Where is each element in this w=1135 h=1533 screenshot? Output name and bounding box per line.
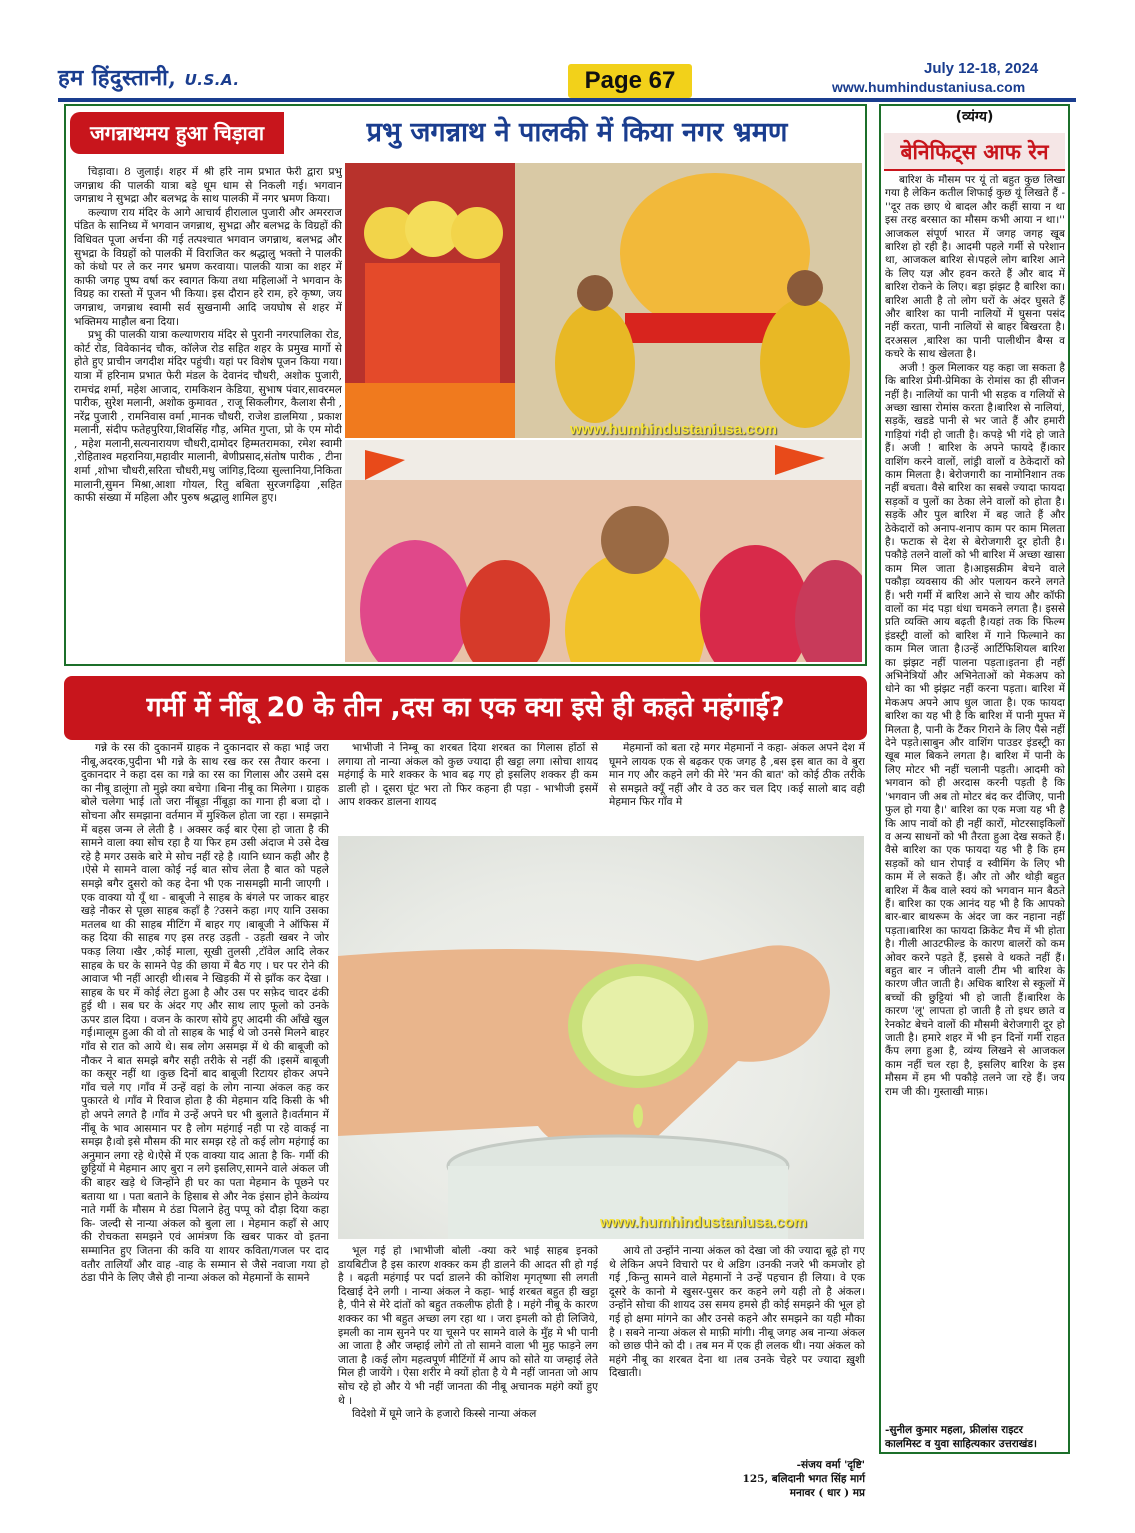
article2-headline: गर्मी में नींबू 20 के तीन ,दस का एक क्या इसे ही कहते महंगाई? bbox=[146, 692, 785, 723]
photo-watermark: www.humhindustaniusa.com bbox=[570, 421, 777, 438]
article1-headline: प्रभु जगन्नाथ ने पालकी में किया नगर भ्रमण bbox=[366, 117, 788, 148]
header-divider bbox=[58, 98, 1076, 102]
author-name: -सुनील कुमार महला, फ्रीलांस राइटर bbox=[885, 1424, 1023, 1436]
sidebar-paragraph: अजी ! कुल मिलाकर यह कहा जा सकता है कि बारिश प्रेमी-प्रेमिका के रोमांस का ही सीजन नहीं है। नालियों का पानी भी सड़क व गलियों से अच्छा खासा रोमांस करता है।बारिश से नालियां, सड़कें, खडडे पानी से भर जाते हैं और हमारी गाड़ियां गंदी हो जाती है। कपड़े भी गंदे हो जाते हैं। अजी ! बारिश के अपने फायदे हैं।कार वाशिंग करने वालों, लांड्री वालों व ठेकेदारों को काम मिलता है। बेरोजगारी का नामोनिशान तक नहीं बचता। वैसे बारिश का सबसे ज्यादा फायदा सड़कों व पुलों का ठेका लेने वालों को होता है। सड़कें और पुल बारिश में बह जाते हैं और ठेकेदारों को अनाप-शनाप काम पर काम मिलता है। फटाक से देश से बेरोजगारी दूर होती है। पकौड़े तलने वालों को भी बारिश में अच्छा खासा काम मिल जाता है।आइसक्रीम बेचने वाले पकौड़ा व्यवसाय की ओर पलायन करने लगते हैं। भरी गर्मी में बारिश आने से चाय और कॉफी वालों का मंद पड़ा धंधा चमकने लगता है। इससे प्रति व्यक्ति आय बढ़ती है।यहां तक कि फिल्म इंडस्ट्री वालों को बारिश में गाने फिल्माने का काम मिल जाता है।उन्हें आर्टिफिशियल बारिश का झंझट नहीं पालना पड़ता।इतना ही नहीं अभिनेत्रियों और अभिनेताओं को मेकअप को धोने का भी झंझट नहीं करना पड़ता। बारिश में मेकअप अपने आप धुल जाता है। एक फायदा बारिश का यह भी है कि बारिश में पानी मुफ्त में मिलता है, पानी के टैंकर गिराने के लिए पैसे नहीं देने पड़ते।साबुन और वाशिंग पाउडर इंडस्ट्री का खूब माल बिकने लगता है। बारिश में पानी के लिए मोटर भी नहीं चलानी पड़ती। आदमी को भगवान को ही अरदास करनी पड़ती है कि 'भगवान जी अब तो मोटर बंद कर दीजिए, पानी फुल हो गया है।' बारिश का एक मजा यह भी है कि आप नावों को ही नहीं कारों, मोटरसाइकिलों व अन्य साधनों को भी तैरता हुआ देख सकते हैं।वैसे बारिश का एक फायदा यह भी है कि हम सड़कों को धान रोपाई व स्वीमिंग के लिए भी काम में ले सकते हैं। और तो और थोड़ी बहुत बारिश में कैब वाले स्वयं को भगवान मान बैठते हैं। बारिश का एक आनंद यह भी है कि आपको बार-बार बाथरूम के अंदर जा कर नहाना नहीं पड़ता।बारिश का फायदा क्रिकेट मैच में भी होता है। गीली आउटफील्ड के कारण बालरों को कम ओवर करने पड़ते हैं, इससे वे थकते नहीं हैं। बहुत बार न जीतने वाली टीम भी बारिश के कारण जीत जाती है। अधिक बारिश से स्कूलों में बच्चों की छुट्टियां भी हो जाती हैं।बारिश के कारण 'लू' लापता हो जाती है तो इधर छाते व रेनकोट बेचने वालों की मौसमी बेरोजगारी दूर हो जाती है। हमारे शहर में भी इन दिनों गर्मी राहत कैंप लगा हुआ है, व्यंग्य लिखने से आजकल काम नहीं चल रहा है, इसलिए बारिश के इस मौसम में हम भी पकौड़े तलने जा रहे हैं। जय राम जी की। गुस्ताखी माफ़। bbox=[885, 361, 1065, 1098]
photo-watermark: www.humhindustaniusa.com bbox=[600, 1214, 807, 1231]
article2-column-2-top bbox=[338, 742, 598, 834]
sidebar-kicker: (व्यंग्य) bbox=[955, 109, 994, 125]
author-bio: कालमिस्ट व युवा साहित्यकार उत्तराखंड। bbox=[885, 1438, 1037, 1450]
article1-paragraph: चिड़ावा। 8 जुलाई। शहर में श्री हरि नाम प्रभात फेरी द्वारा प्रभु जगन्नाथ की पालकी यात्रा बड़े धूम धाम से निकली गई। भगवान जगन्नाथ ने सुभद्रा और बलभद्र के साथ पालकी में नगर भ्रमण किया। bbox=[74, 166, 342, 206]
article2-byline bbox=[609, 1458, 865, 1500]
article2-column-2-bottom bbox=[338, 1245, 598, 1500]
article1-paragraph: कल्याण राय मंदिर के आगे आचार्य हीरालाल पुजारी और अमरराज पंडित के सानिध्य में भगवान जगन्नाथ, सुभद्रा और बलभद्र के विग्रहों की विधिवत पूजा अर्चना की गई तत्पश्चात भगवान जगन्नाथ, बलभद्र और सुभद्रा के विग्रहों को पालकी में विराजित कर श्रद्धालु भक्तो ने पालकी को कंधो पर ले कर नगर भ्रमण करवाया। पालकी यात्रा का शहर में काफी जगह पुष्प वर्षा कर स्वागत किया तथा महिलाओं ने भगवान के विग्रह का रास्तो में पूजन भी किया। इस दौरान हरे राम, हरे कृष्ण, जय जगन्नाथ, जगन्नाथ स्वामी सर्व सुखनामी आदि जयघोष से शहर में भक्तिमय माहौल बना दिया। bbox=[74, 206, 342, 328]
photo-illustration bbox=[345, 163, 862, 438]
page-number: Page 67 bbox=[584, 67, 676, 94]
article2-column-1 bbox=[81, 742, 329, 1502]
article1-body bbox=[74, 166, 342, 664]
photo-illustration bbox=[338, 836, 864, 1239]
devotees-crowd-photo bbox=[345, 440, 862, 662]
page-number-badge bbox=[568, 64, 692, 98]
article2-paragraph: भाभीजी ने निम्बू का शरबत दिया शरबत का गिलास होंठों से लगाया तो नान्या अंकल को कुछ ज्यादा ही खट्टा लगा ।सोचा शायद महंगाई के मारे शक्कर के भाव बढ़ गए हो इसलिए शक्कर ही कम डाली हो । दूसरा घूंट भरा तो फिर कहना ही पड़ा - भाभीजी इसमें आप शक्कर डालना शायद bbox=[338, 742, 598, 809]
sidebar-paragraph: बारिश के मौसम पर यूं तो बहुत कुछ लिखा गया है लेकिन कतील शिफाई कुछ यूं लिखते हैं -''दूर तक छाए थे बादल और कहीं साया न था इस तरह बरसात का मौसम कभी आया न था।'' आजकल संपूर्ण भारत में जगह जगह खूब बारिश हो रही है। आदमी पहले गर्मी से परेशान था, आजकल बारिश से।पहले लोग बारिश आने के लिए यज्ञ और हवन करते हैं और बाद में बारिश रोकने के लिए। बड़ा झंझट है बारिश का। बारिश आती है तो लोग घरों के अंदर घुसते हैं और बारिश का पानी नालियों में घुसना पसंद नहीं करता, पानी नालियों से बाहर बिखरता है। दरअसल ,बारिश का पानी पालीथीन बैग्स व कचरे के साथ खेलता है। bbox=[885, 174, 1065, 361]
author-address: 125, बलिदानी भगत सिंह मार्ग bbox=[742, 1473, 865, 1485]
issue-date: July 12-18, 2024 bbox=[924, 60, 1039, 77]
sidebar-author bbox=[885, 1423, 1065, 1451]
article2-column-3-top bbox=[609, 742, 865, 834]
article2-paragraph: गन्ने के रस की दुकानमें ग्राहक ने दुकानदार से कहा भाई जरा नीबू,अदरक,पुदीना भी गन्ने के साथ रख कर रस तैयार करना ।दुकानदार ने कहा दस का गन्ने का रस का गिलास और उसमे दस का नीबू डालूंगा तो मुझे क्या बचेगा ।बिना नीबू का मिलेगा । ग्राहक बोले चलेगा भाई ।तो जरा नींबूड़ा नींबूड़ा का गाना ही बजा दो । सोचना और समझाना वर्तमान में मुश्किल होता जा रहा । समझाने में बहस जन्म ले लेती है । अक्सर कई बार ऐसा हो जाता है की सामने वाला क्या सोच रहा है या फिर हम उसी अंदाज मे उसे देख रहे है मगर उसके बारे मे सोच नहीं रहे है ।यानि ध्यान कही और है ।ऐसे मे सामने वाला कोई नई बात सोच लेता है बात को पहले समझे बगैर दुसरो को कह देना भी एक नासमझी मानी जाएगी ।एक वाक्या यो यूँ था - बाबूजी ने साहब के बंगले पर जाकर बाहर खड़े नौकर से पूछा साहब कहाँ है ?उसने कहा ।गए यानि उसका मतलब था की साहब मीटिंग में बाहर गए ।बाबूजी ने ऑफिस में कह दिया की साहब गए इस तरह उड़ती - उड़ती खबर ने जोर पकड़ लिया ।खैर ,कोई माला, सूखी तुलसी ,टॉवेल आदि लेकर साहब के घर के सामने पेड़ की छाया में बैठ गए । घर पर रोने की आवाज भी नहीं आरही थी।सब ने खिड़की में से झाँक कर देखा ।साहब के घर में कोई लेटा हुआ है और उस पर सफ़ेद चादर ढंकी हुई थी । सब घर के अंदर गए और साथ लाए फूलो को उनके ऊपर डाल दिया । वजन के कारण सोये हुए आदमी की आँखे खुल गई।मालूम हुआ की वो तो साहब के भाई थे जो उनसे मिलने बाहर गाँव से रात को आये थे। सब लोग असमझ में थे की बाबूजी को नौकर ने बात समझे बगैर सही तरीके से नहीं की ।इसमें बाबूजी का कसूर नहीं था ।कुछ दिनों बाद बाबूजी रिटायर होकर अपने गाँव चले गए ।गाँव में उन्हें वहां के लोग नान्या अंकल कह कर पुकारते थे ।गाँव मे रिवाज होता है की मेहमान यदि किसी के भी हो अपने लगते है ।गाँव मे उन्हें अपने घर भी बुलाते है।वर्तमान में नींबू के भाव आसमान पर है लोग महंगाई नही पा रहे वाकई ना समझ है।वो इसे मौसम की मार समझ रहे तो कई लोग महंगाई का अनुमान लगा रहे थे।ऐसे में एक वाक्या याद आता है कि- गर्मी की छुट्टियों मे मेहमान आए बुरा न लगे इसलिए,सामने वाले अंकल जी की बाहर खड़े थे जिन्होंने ही घर का पता मेहमान के पूछने पर बताया था । पता बताने के हिसाब से और नेक इंसान होने केव्यंग्य नाते गर्मी के मौसम मे ठंडा पिलाने हेतु पप्पू को दौड़ा दिया कहा कि- जल्दी से नान्या अंकल को बुला ला । मेहमान कहाँ से आए की रोचकता समझने एवं आमंत्रण कि खबर पाकर वो इतना सम्मानित हुए जितना की कवि या शायर कविता/गजल पर दाद वतौर तालियाँ और वाह -वाह के सम्मान से जैसे नवाजा गया हो ठंडा पीने के लिए जैसे ही नान्या अंकल को मेहमानों के सामने bbox=[81, 742, 329, 1285]
author-address: मनावर ( धार ) मप्र bbox=[789, 1487, 865, 1499]
article1-paragraph: प्रभु की पालकी यात्रा कल्याणराय मंदिर से पुरानी नगरपालिका रोड, कोर्ट रोड, विवेकानंद चौक, कॉलेज रोड सहित शहर के प्रमुख मार्गो से होते हुए प्राचीन जगदीश मंदिर पहुंची। यहां पर विशेष पूजन किया गया। यात्रा में हरिनाम प्रभात फेरी मंडल के देवानंद चौधरी, अशोक पुजारी, रामचंद्र शर्मा, महेश आजाद, रामकिशन केडिया, सुभाष पंवार,सावरमल पारीक, सुरेश मलानी, अशोक कुमावत , राजू सिकलीगर, कैलाश सैनी , नरेंद्र पुजारी , रामनिवास वर्मा ,मानक चौधरी, राजेश डालमिया , प्रकाश मलानी, संदीप फतेहपुरिया,शिवसिंह गौड़, अमित गुप्ता, प्रो के एम मोदी , महेश मलानी,सत्यनारायण चौधरी,दामोदर हिम्मतरामका, रमेश स्वामी ,रोहिताश्व महरानिया,महावीर मालानी, बेणीप्रसाद,संतोष पारीक , टीना शर्मा ,शोभा चौधरी,सरिता चौधरी,मधु जांगिड़,दिव्या सुल्तानिया,निकिता मालानी,सुमन मिश्रा,आशा गोयल, रितु बबिता सुरजगढ़िया ,सहित काफी संख्या में महिला और पुरुष श्रद्धालु शामिल हुए। bbox=[74, 329, 342, 505]
website-link[interactable]: www.humhindustaniusa.com bbox=[832, 79, 1026, 95]
masthead-logo bbox=[58, 62, 240, 92]
article2-paragraph: भूल गई हो ।भाभीजी बोली -क्या करे भाई साहब इनको डायबिटीज है इस कारण शक्कर कम ही डालने की आदत सी हो गई है । बढ़ती महंगाई पर पर्दा डालने की कोशिश मृगतृष्णा सी लगती दिखाई देने लगी । नान्या अंकल ने कहा- भाई शरबत बहुत ही खट्टा है, पीने से मेरे दांतों को बहुत तकलीफ होती है । महंगे नीबू के कारण शक्कर का भी बहुत अच्छा लग रहा था । जरा इमली को ही लिजिये, इमली का नाम सुनने पर या चूसने पर सामने वाले के मुँह मे भी पानी आ जाता है और जम्हाई लोगे तो तो सामने वाला भी मुह फाड़ने लग जाता है ।कई लोग महत्वपूर्ण मीटिंगों में आप को सोते या जम्हाई लेते मिल ही जायेंगे । ऐसा शरीर मे क्यों होता है ये मै नहीं जानता जो आप सोच रहे हो और ये भी नहीं जानता की नीबू अचानक महंगे क्यों हुए थे । bbox=[338, 1245, 598, 1407]
author-name: -संजय वर्मा 'दृष्टि' bbox=[796, 1459, 865, 1471]
lemon-squeeze-photo bbox=[338, 836, 864, 1239]
sidebar-headline: बेनिफिट्स आफ रेन bbox=[884, 133, 1065, 171]
article2-paragraph: मेहमानों को बता रहे मगर मेहमानों ने कहा- अंकल अपने देश में घूमने लायक एक से बढ़कर एक जगह है ,बस इस बात का वे बुरा मान गए और कहने लगे की मेरे 'मन की बात' को कोई ठीक तरीके से समझते क्यूँ नहीं और वे उठ कर चल दिए ।कई सालो बाद वही मेहमान फिर गाँव मे bbox=[609, 742, 865, 809]
article2-paragraph: आये तो उन्होंने नान्या अंकल को देखा जो की ज्यादा बूढ़े हो गए थे लेकिन अपने विचारो पर थे अडिग ।उनकी नजरे भी कमजोर हो गई ,किन्तु सामने वाले मेहमानों ने उन्हें पहचान ही लिया। वे एक दूसरे के कानो मे खुसर-पुसर कर कहने लगे यही तो है अंकल। उन्होंने सोचा की शायद उस समय हमसे ही कोई समझने की भूल हो गई हो क्षमा मांगने का और उनसे कहने और समझने का यही मौका है । सबने नान्या अंकल से माफ़ी मांगी। नीबू जगह अब नान्या अंकल को छाछ पीने को दी । तब मन में एक ही ललक थी। नया अंकल को महंगे नीबू का शरबत देना था ।तब उनके चेहरे पर ज्यादा ख़ुशी दिखाती। bbox=[609, 1245, 865, 1380]
article2-column-3-bottom bbox=[609, 1245, 865, 1460]
article1-tag: जगन्नाथमय हुआ चिड़ावा bbox=[70, 112, 284, 154]
sidebar-body bbox=[885, 174, 1065, 1424]
palanquin-procession-photo bbox=[345, 163, 862, 438]
logo-text: हम हिंदुस्तानी, bbox=[58, 65, 177, 91]
article2-paragraph: विदेशो में घूमे जाने के हजारो किस्से नान्या अंकल bbox=[352, 1408, 537, 1421]
photo-illustration bbox=[345, 440, 862, 662]
logo-suffix: U.S.A. bbox=[184, 71, 240, 89]
